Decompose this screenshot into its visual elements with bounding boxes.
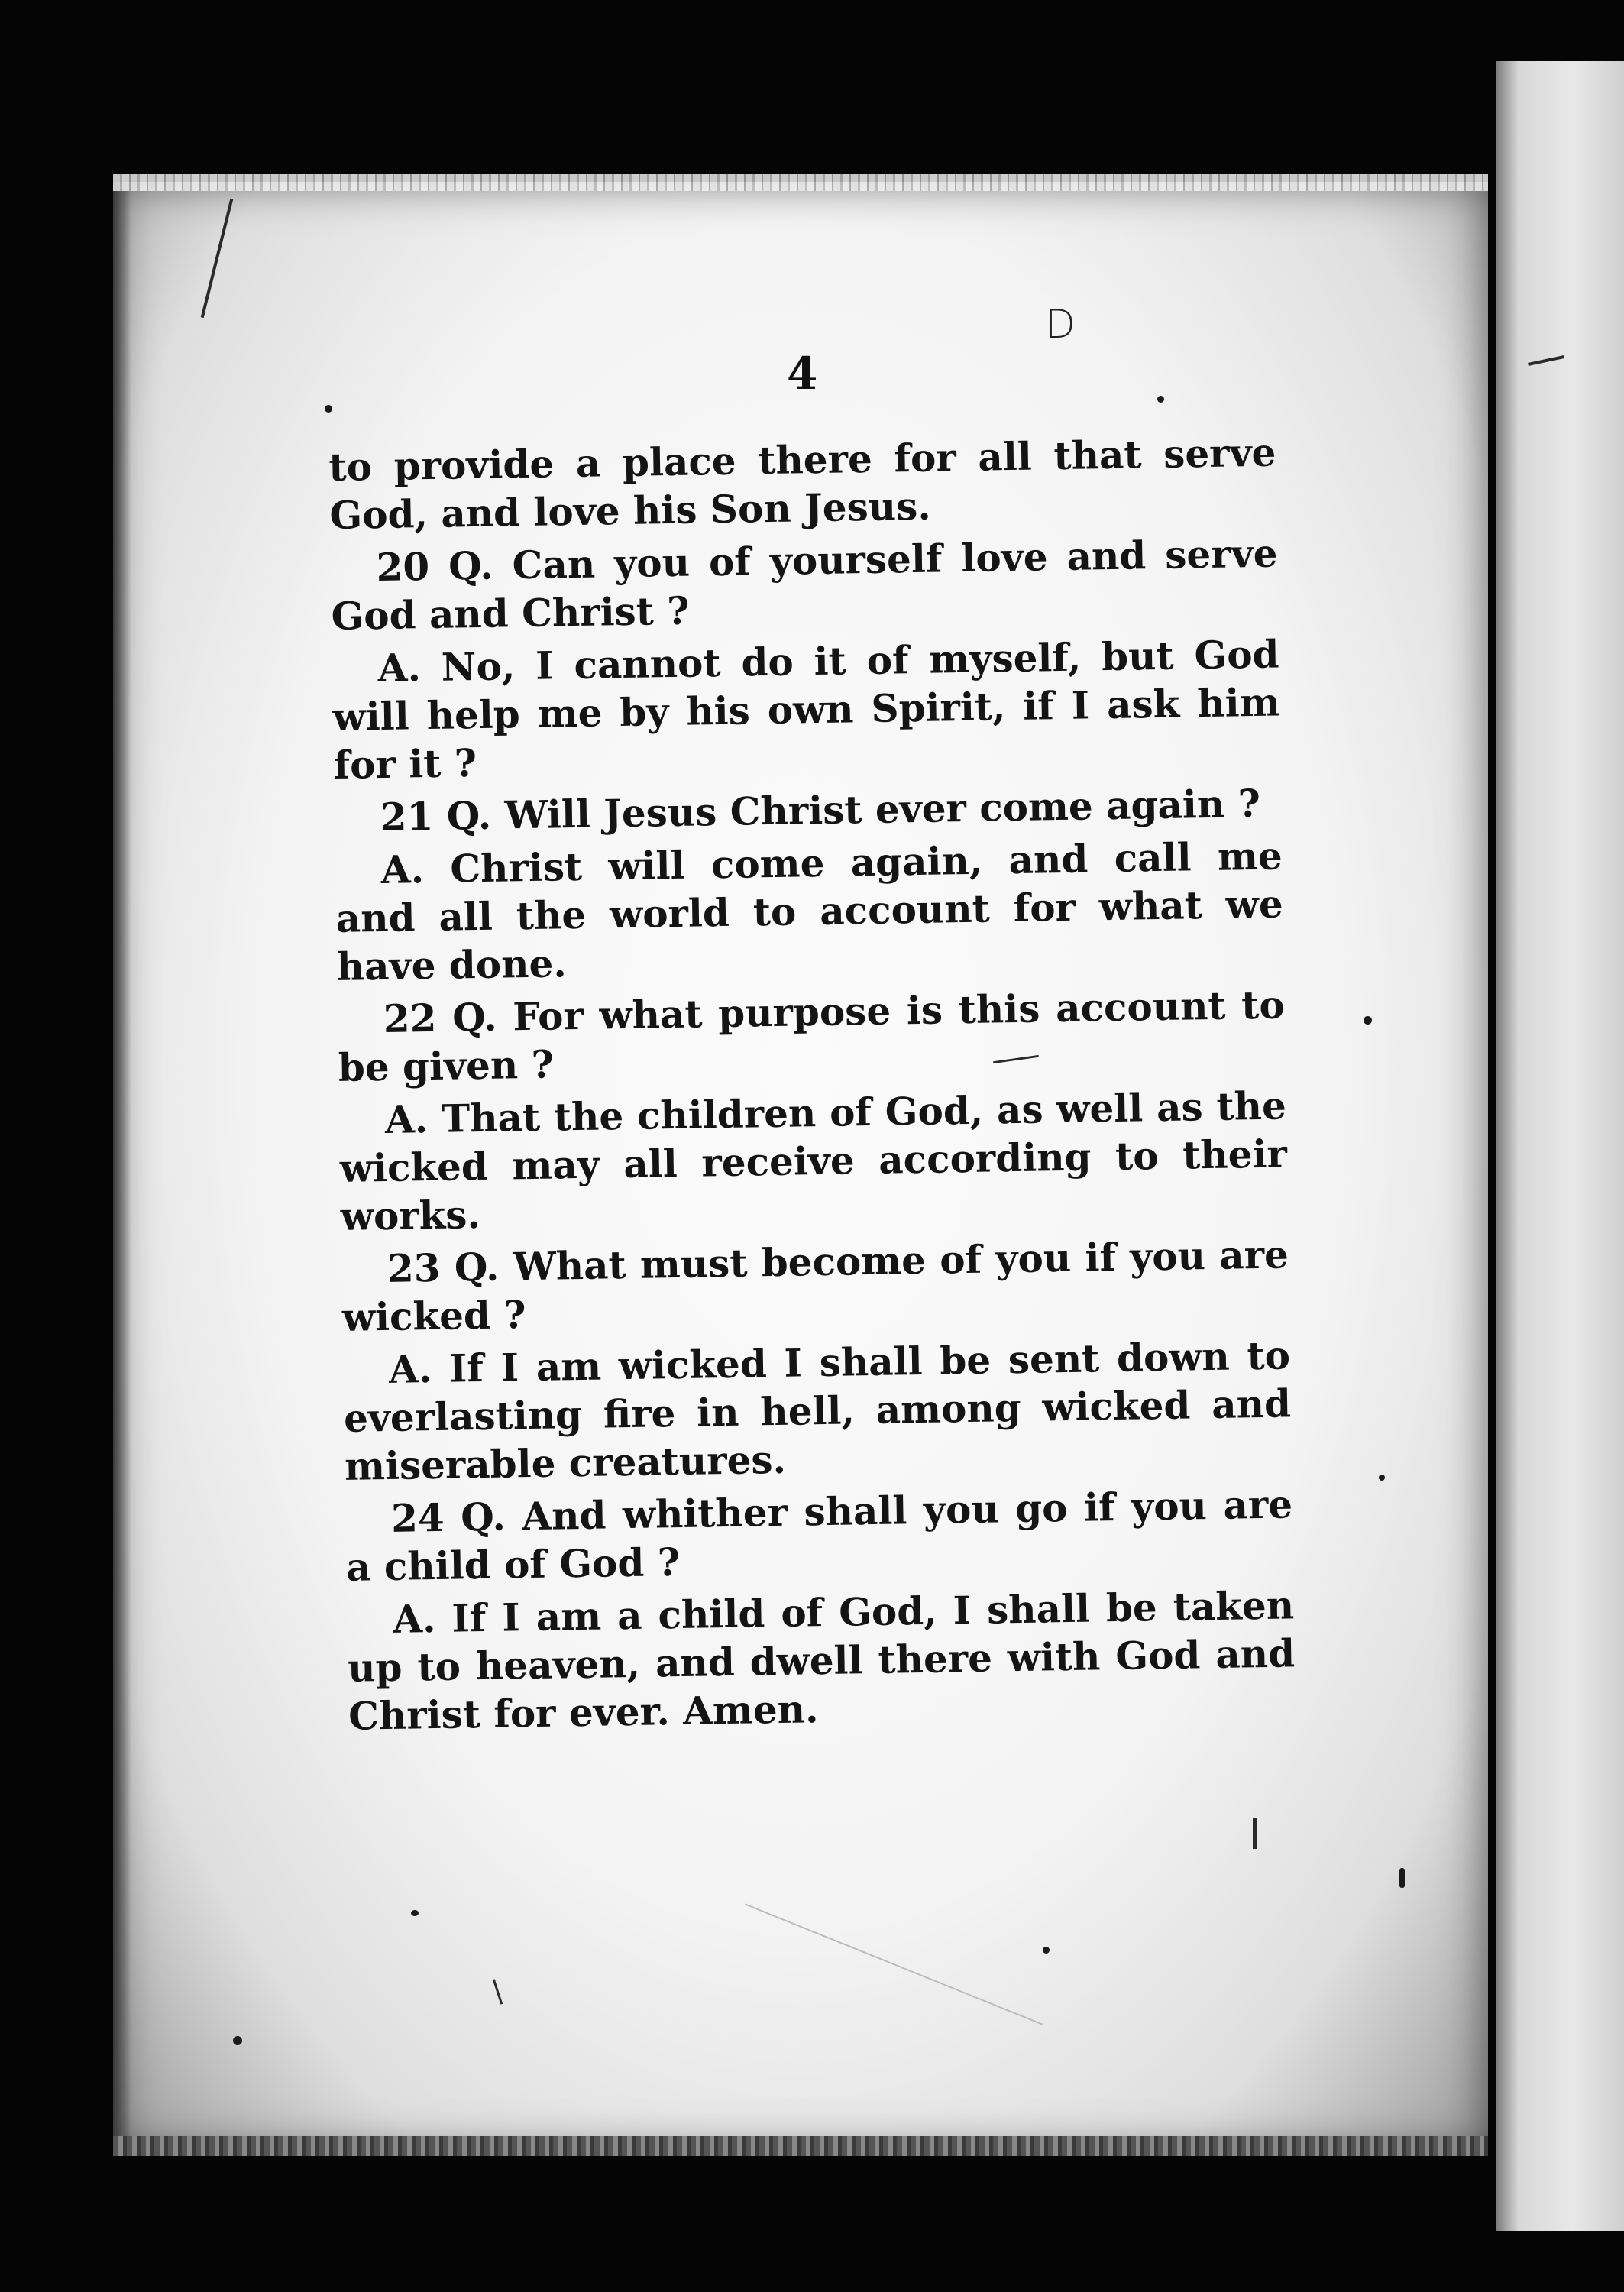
- answer-paragraph: A. Christ will come again, and call me and all the world to account for what we have done.: [335, 833, 1284, 989]
- ink-speck: [1157, 396, 1164, 403]
- answer-paragraph: A. No, I cannot do it of myself, but God will help me by his own Spirit, if I ask him for it ?: [332, 631, 1280, 788]
- page-number: 4: [787, 348, 818, 400]
- answer-paragraph: A. If I am a child of God, I shall be taken up to heaven, and dwell there with God and Christ for ever. Amen.: [347, 1582, 1296, 1739]
- ink-speck: [1364, 1016, 1372, 1025]
- question-paragraph: 24 Q. And whither shall you go if you are a child of God ?: [345, 1481, 1293, 1590]
- page-shadow-edge: [113, 182, 131, 2153]
- question-paragraph: 20 Q. Can you of yourself love and serve God and Christ ?: [331, 530, 1278, 639]
- ink-speck: [1043, 1947, 1050, 1954]
- torn-top-edge: [113, 174, 1488, 191]
- page-bottom-edge: [113, 2136, 1488, 2156]
- ink-speck: [411, 1910, 419, 1916]
- ink-speck: [325, 405, 332, 413]
- catechism-text: [328, 429, 1296, 1745]
- handwritten-margin-mark: D: [1045, 302, 1076, 348]
- ink-speck: [1379, 1475, 1385, 1481]
- pencil-stroke: [1253, 1818, 1257, 1849]
- adjacent-page-edge: [1496, 61, 1624, 2231]
- answer-paragraph: A. If I am wicked I shall be sent down to everlasting fire in hell, among wicked and miserable creatures.: [343, 1332, 1292, 1489]
- question-paragraph: 22 Q. For what purpose is this account to be given ?: [338, 982, 1286, 1090]
- ink-speck: [233, 2036, 242, 2045]
- answer-paragraph: A. That the children of God, as well as the wicked may all receive according to their works.: [339, 1083, 1288, 1239]
- question-paragraph: 21 Q. Will Jesus Christ ever come again ?: [380, 780, 1261, 840]
- question-paragraph: 23 Q. What must become of you if you are wicked ?: [341, 1232, 1289, 1340]
- ink-speck: [1399, 1868, 1405, 1888]
- continuation-paragraph: to provide a place there for all that serve God, and love his Son Jesus.: [328, 429, 1276, 538]
